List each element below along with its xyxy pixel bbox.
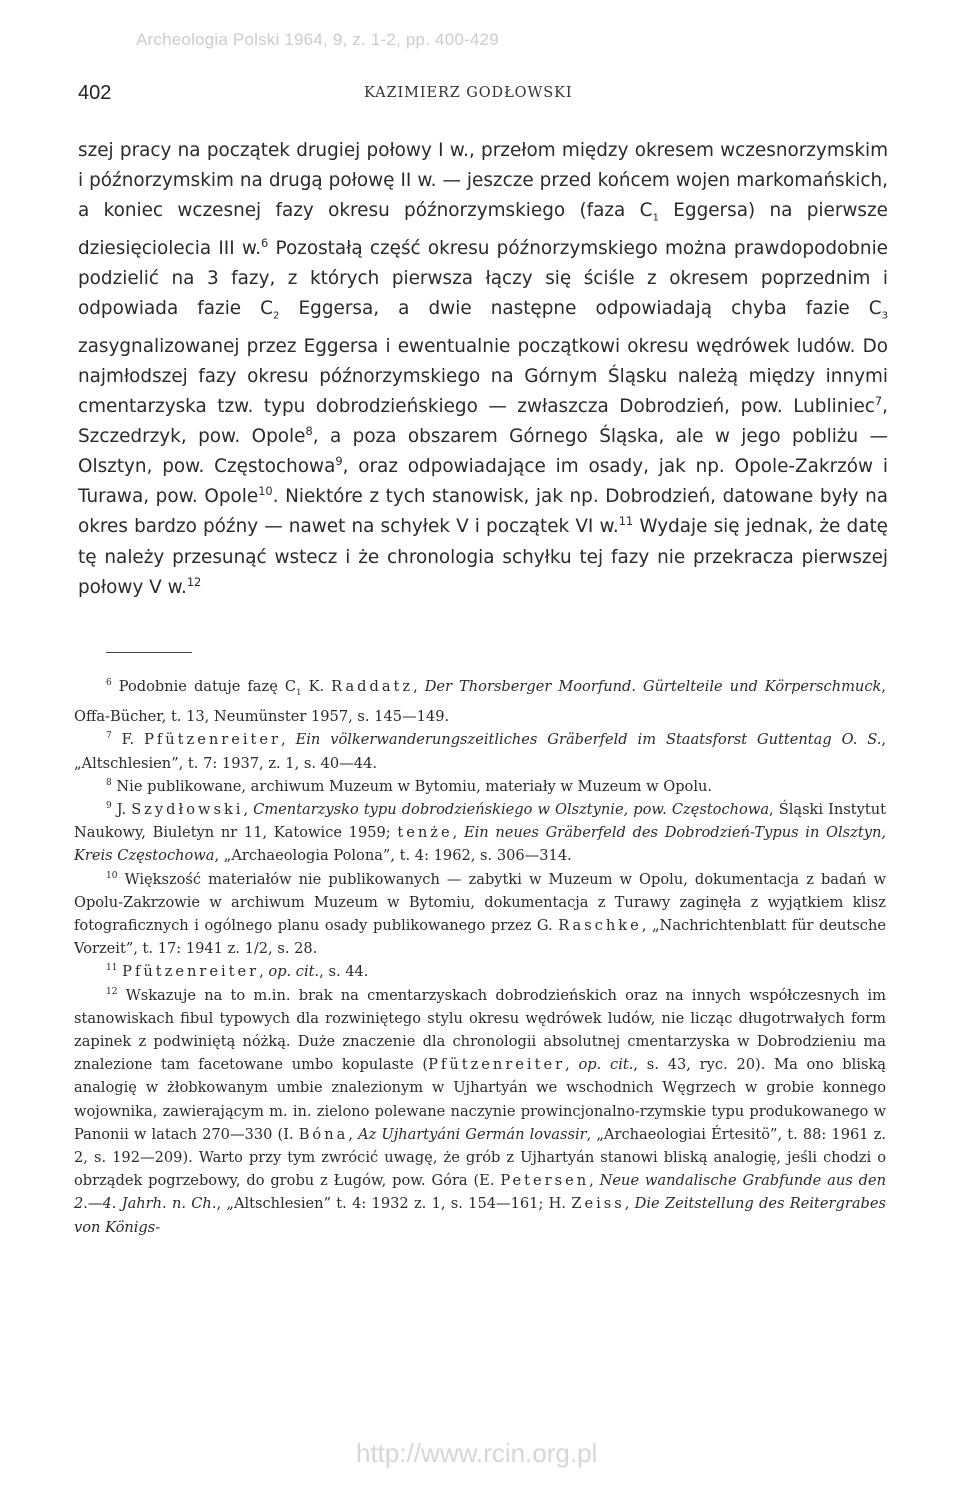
footnote-number: 6 (106, 678, 112, 689)
author-name: Raddatz (331, 678, 414, 695)
text-run: , „Altschlesien”, t. 7: 1937, z. 1, s. 40—44. (74, 731, 887, 772)
text-run: Eggersa) na pierwsze dziesięciolecia III w. (78, 200, 888, 259)
footnote-ref-8[interactable]: 8 (305, 424, 313, 439)
text-run: , a poza obszarem Górnego Śląska, ale w jego pobliżu — Olsztyn, pow. Częstochowa (78, 426, 888, 478)
text-run: , „Altschlesien” t. 4: 1932 z. 1, s. 154—161; H. (216, 1195, 572, 1213)
op-cit: op. cit. (578, 1056, 634, 1074)
text-run: , (565, 1056, 579, 1074)
footnote-ref-12[interactable]: 12 (186, 574, 202, 589)
text-run: zasygnalizowanej przez Eggersa i ewentualnie początkowi okresu wędrówek ludów. Do najmłodszej fazy okresu późnorzymskiego na Górnym Śląsku należą między innymi cmentarzyska tzw. typu dobrodzieńskiego — zwłaszcza Dobrodzień, pow. Lubliniec (78, 335, 888, 418)
text-run: Większość materiałów nie publikowanych — zabytki w Muzeum w Opolu, dokumentacja z badań w Opolu-Zakrzowie w archiwum Muzeum w Bytomiu, dokumentacja z Turawy zaginęła z wyjątkiem klisz fotograficznych i ogólnego planu osady publikowanego przez G. (74, 870, 886, 934)
text-run: Wydaje się jednak, że datę tę należy przesunąć wstecz i że chronologia schyłku tej fazy nie przekracza pierwszej połowy V w. (78, 516, 888, 598)
footnote-number: 12 (106, 986, 118, 997)
watermark-bottom: http://www.rcin.org.pl (356, 1438, 598, 1468)
page-header (78, 80, 890, 114)
text-run: , s. 43, ryc. 20). Ma ono bliską analogię w żłobkowanym umbie znalezionym w Ujhartyán we wschodnich Węgrzech w grobie konnego wojownika, zawierającym m. in. zielono polewane naczynie prowincjonalno-rzymskie typu produkowanego w Panonii w latach 270—330 (I. (74, 1056, 887, 1143)
body-paragraph (78, 136, 888, 603)
text-run: , „Archaeologia Polona”, t. 4: 1962, s. 306—314. (214, 847, 572, 865)
watermark-top: Archeologia Polski 1964, 9, z. 1-2, pp. 400-429 (136, 30, 499, 49)
work-title: Az Ujhartyáni Germán lovassir (358, 1125, 587, 1143)
author-name: Pfützenreiter (144, 731, 282, 749)
author-name: Bóna (298, 1125, 349, 1143)
footnote-number: 8 (106, 777, 112, 788)
work-title: Ein neues Gräberfeld des Dobrodzień-Typus in Olsztyn, Kreis Częstochowa (74, 824, 886, 865)
footnote-6 (74, 675, 886, 728)
text-run: . Niektóre z tych stanowisk, jak np. Dobrodzień, datowane były na okres bardzo późny — nawet na schyłek V i początek VI w. (78, 486, 888, 538)
page-number: 402 (78, 82, 112, 104)
footnote-number: 10 (106, 870, 118, 881)
footnote-ref-10[interactable]: 10 (258, 484, 273, 499)
work-title: Die Zeitstellung des Reitergrabes von Königs- (74, 1195, 886, 1236)
footnote-9 (74, 798, 886, 868)
text-run: Eggersa, a dwie następne odpowiadają chyba fazie C (279, 298, 882, 320)
footnote-number: 7 (106, 731, 112, 742)
text-run: , (413, 678, 425, 695)
author-name: Raschke (558, 916, 642, 934)
footnote-11 (74, 960, 886, 983)
text-run: , (452, 824, 464, 842)
work-title: Der Thorsberger Moorfund. Gürtelteile und Körperschmuck (424, 678, 882, 695)
footnote-ref-6[interactable]: 6 (261, 235, 269, 250)
subscript: 3 (881, 310, 888, 322)
text-run: , Śląski Instytut Naukowy, Biuletyn nr 11, Katowice 1959; (74, 800, 886, 842)
footnote-12 (74, 984, 886, 1239)
author-name: Pfützenreiter (122, 963, 260, 981)
text-run: , (348, 1125, 359, 1143)
footnote-ref-11[interactable]: 11 (618, 514, 634, 529)
text-run: , Offa-Bücher, t. 13, Neumünster 1957, s. 145—149. (74, 678, 886, 726)
footnote-ref-9[interactable]: 9 (335, 454, 343, 469)
footnote-number: 11 (106, 963, 118, 974)
text-run: , „Nachrichtenblatt für deutsche Vorzeit”, t. 17: 1941 z. 1/2, s. 28. (74, 916, 886, 958)
author-name: Szydłowski (131, 800, 244, 818)
author-name: tenże (397, 824, 453, 842)
text-run: , (259, 963, 269, 981)
author-name: Pfützenreiter (428, 1056, 566, 1074)
author-name: Zeiss (571, 1195, 625, 1213)
body-text (78, 136, 888, 603)
footnotes (74, 675, 886, 1239)
text-run: F. (111, 731, 145, 749)
text-run: szej pracy na początek drugiej połowy I w., przełom między okresem wczesnorzymskim i późnorzymskim na drugą połowę II w. — jeszcze przed końcem wojen markomańskich, a koniec wczesnej fazy okresu późnorzymskiego (faza C (78, 140, 888, 222)
text-run: , (589, 1172, 600, 1190)
work-title: Cmentarzysko typu dobrodzieńskiego w Olsztynie, pow. Częstochowa (253, 800, 770, 818)
text-run: Podobnie datuje fazę C (111, 678, 296, 695)
subscript: 1 (652, 212, 659, 224)
subscript: 2 (273, 310, 280, 322)
author-name: Petersen (500, 1172, 590, 1190)
work-title: Neue wandalische Grabfunde aus den 2.—4. Jahrh. n. Ch. (74, 1172, 886, 1213)
text-run: J. (111, 800, 132, 818)
subscript: 1 (296, 687, 302, 698)
op-cit: op. cit. (268, 963, 320, 981)
text-run: , „Archaeologiai Értesitö”, t. 88: 1961 z. 2, s. 192—209). Warto przy tym zwrócić uwagę, że grób z Ujhartyán stanowi bliską analogię, jeśli chodzi o obrządek pogrzebowy, do grobu z Ługów, pow. Góra (E. (74, 1125, 886, 1190)
footnote-8 (74, 775, 886, 798)
text-run: , Szczedrzyk, pow. Opole (78, 396, 888, 448)
text-run: Wskazuje na to m.in. brak na cmentarzyskach dobrodzieńskich oraz na innych współczesnych im stanowiskach fibul typowych dla rozwiniętego stylu okresu wędrówek ludów, nie licząc długotrwałych form zapinek z podwiniętą nóżką. Duże znaczenie dla chronologii absolutnej cmentarzyska w Dobrodzieniu ma znalezione tam facetowane umbo kopulaste ( (74, 986, 886, 1074)
footnote-separator (106, 652, 192, 653)
footnote-10 (74, 868, 886, 961)
running-head: KAZIMIERZ GODŁOWSKI (364, 85, 573, 101)
text-run: , s. 44. (319, 963, 369, 981)
text-run: K. (301, 678, 332, 695)
work-title: Ein völkerwanderungszeitliches Gräberfeld im Staatsforst Guttentag O. S. (295, 731, 882, 749)
text-run: Pozostałą część okresu późnorzymskiego można prawdopodobnie podzielić na 3 fazy, z których pierwsza łączy się ściśle z okresem poprzednim i odpowiada fazie C (78, 237, 888, 320)
text-run: , oraz odpowiadające im osady, jak np. Opole-Zakrzów i Turawa, pow. Opole (78, 456, 888, 508)
footnote-ref-7[interactable]: 7 (874, 393, 883, 408)
footnote-number: 9 (106, 801, 112, 812)
footnote-7 (74, 728, 886, 774)
text-run: , (243, 800, 254, 818)
text-run: Nie publikowane, archiwum Muzeum w Bytomiu, materiały w Muzeum w Opolu. (111, 777, 713, 795)
text-run: , (624, 1195, 635, 1213)
text-run: , (281, 731, 296, 749)
